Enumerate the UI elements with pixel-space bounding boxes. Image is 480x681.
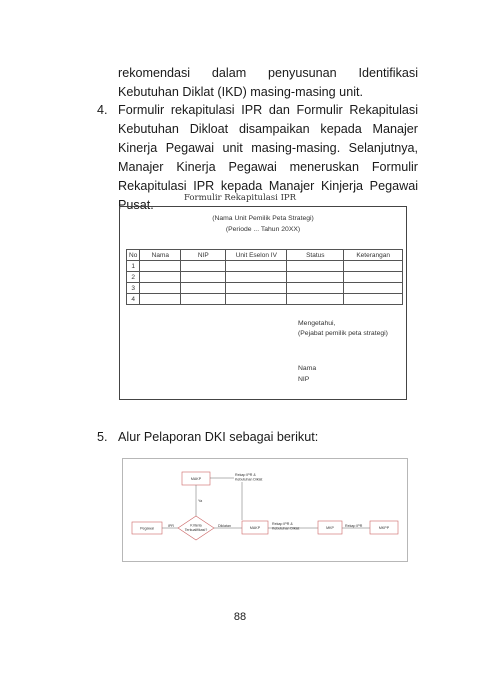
table-row [127, 294, 403, 305]
intro-paragraph [118, 64, 418, 102]
signature-role: (Pejabat pemilik peta strategi) [298, 330, 388, 337]
item4-line: Manajer Kinerja Pegawai meneruskan Formulir [118, 160, 418, 174]
flow-edge-rekap: Rekap IPR [345, 524, 363, 528]
signature-known: Mengetahui, [298, 320, 336, 327]
flow-decision-label1: Kriteria [190, 523, 202, 528]
recap-table [126, 249, 403, 305]
col-no: No [127, 250, 140, 261]
flow-edge-diklat: Diklatan [218, 524, 231, 528]
col-nama: Nama [140, 250, 181, 261]
table-header-row [127, 250, 403, 261]
form-subtitle-unit: (Nama Unit Pemilik Peta Strategi) [212, 215, 314, 222]
flow-mid-note1: Rekap IPR & [272, 522, 293, 526]
col-keterangan: Keterangan [344, 250, 403, 261]
flow-edge-yes: Ya [198, 499, 203, 503]
flowchart [122, 458, 408, 562]
flow-top-note1: Rekap IPR & [235, 473, 256, 477]
col-nip: NIP [181, 250, 226, 261]
item4-line: Rekapitulasi IPR kepada Manajer Kinjerja Pegawai [118, 179, 418, 193]
intro-line: Kebutuhan Diklat (IKD) masing-masing unit. [118, 85, 363, 99]
flow-mid-note2: Kebutuhan Diklat [272, 526, 300, 531]
col-status: Status [287, 250, 344, 261]
flow-box-next-label: MKP [326, 526, 334, 530]
signature-nip: NIP [298, 376, 310, 383]
form-title: Formulir Rekapitulasi IPR [183, 193, 297, 203]
flow-box-start-label: Pegawai [140, 526, 154, 531]
item5-text: Alur Pelaporan DKI sebagai berikut: [118, 430, 319, 444]
table-row [127, 283, 403, 294]
intro-line: rekomendasi dalam penyusunan Identifikasi [118, 66, 418, 80]
flow-box-top-label: MAKP [190, 477, 202, 481]
row-number: 1 [127, 261, 140, 272]
flow-edge-ipr: IPR [168, 524, 174, 528]
flow-top-note2: Kebutuhan Diklat [235, 477, 263, 482]
form-subtitle-period: (Periode ... Tahun 20XX) [225, 226, 301, 233]
signature-name: Nama [298, 365, 317, 372]
item4-line: Kinerja Pegawai unit masing-masing. Selanjutnya, [118, 141, 418, 155]
row-number: 2 [127, 272, 140, 283]
item4-line: Kebutuhan Dikloat disampaikan kepada Manajer [118, 122, 418, 136]
item4-line: Formulir rekapitulasi IPR dan Formulir Rekapitulasi [118, 103, 418, 117]
table-row [127, 261, 403, 272]
form-recap-ipr [119, 206, 407, 400]
item4-line: Pusat. [118, 198, 154, 212]
row-number: 3 [127, 283, 140, 294]
table-row [127, 272, 403, 283]
col-unit: Unit Eselon IV [226, 250, 287, 261]
row-number: 4 [127, 294, 140, 305]
item5-number: 5. [97, 430, 108, 444]
item4-number: 4. [97, 103, 108, 117]
flow-decision-label2: Terkualifikasi? [184, 528, 208, 532]
page-number: 88 [233, 611, 247, 623]
flow-box-mid-label: MAKP [249, 526, 261, 530]
flow-box-end-label: MKPP [378, 526, 390, 530]
